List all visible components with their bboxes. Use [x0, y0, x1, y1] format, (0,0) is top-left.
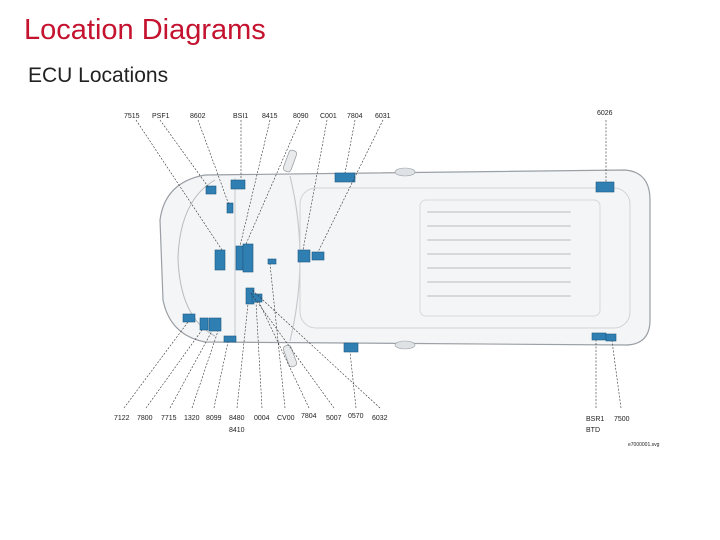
page-subtitle: ECU Locations — [28, 64, 169, 87]
label-5007: 5007 — [326, 415, 342, 422]
label-8602: 8602 — [190, 113, 206, 120]
label-7122: 7122 — [114, 415, 130, 422]
label-c001: C001 — [320, 113, 337, 120]
label-7715: 7715 — [161, 415, 177, 422]
label-7500: 7500 — [614, 416, 630, 423]
page-title: Location Diagrams — [24, 14, 266, 46]
label-cv00: CV00 — [277, 415, 295, 422]
label-7515: 7515 — [124, 113, 140, 120]
label-7800: 7800 — [137, 415, 153, 422]
label-7804-top: 7804 — [347, 113, 363, 120]
label-8415: 8415 — [262, 113, 278, 120]
label-0004: 0004 — [254, 415, 270, 422]
label-6031: 6031 — [375, 113, 391, 120]
label-7804-bottom: 7804 — [301, 413, 317, 420]
label-8480: 8480 — [229, 415, 245, 422]
label-0570: 0570 — [348, 413, 364, 420]
label-6026: 6026 — [597, 110, 613, 117]
figure-reference: e7000001.svg — [628, 442, 660, 448]
label-psf1: PSF1 — [152, 113, 170, 120]
top-labels — [124, 110, 613, 120]
label-1320: 1320 — [184, 415, 200, 422]
label-6032: 6032 — [372, 415, 388, 422]
label-8099: 8099 — [206, 415, 222, 422]
label-8090: 8090 — [293, 113, 309, 120]
label-8410: 8410 — [229, 427, 245, 434]
label-bsr1: BSR1 — [586, 416, 605, 423]
label-bsi1: BSI1 — [233, 113, 249, 120]
label-btd: BTD — [586, 427, 600, 434]
bottom-labels — [114, 413, 660, 448]
